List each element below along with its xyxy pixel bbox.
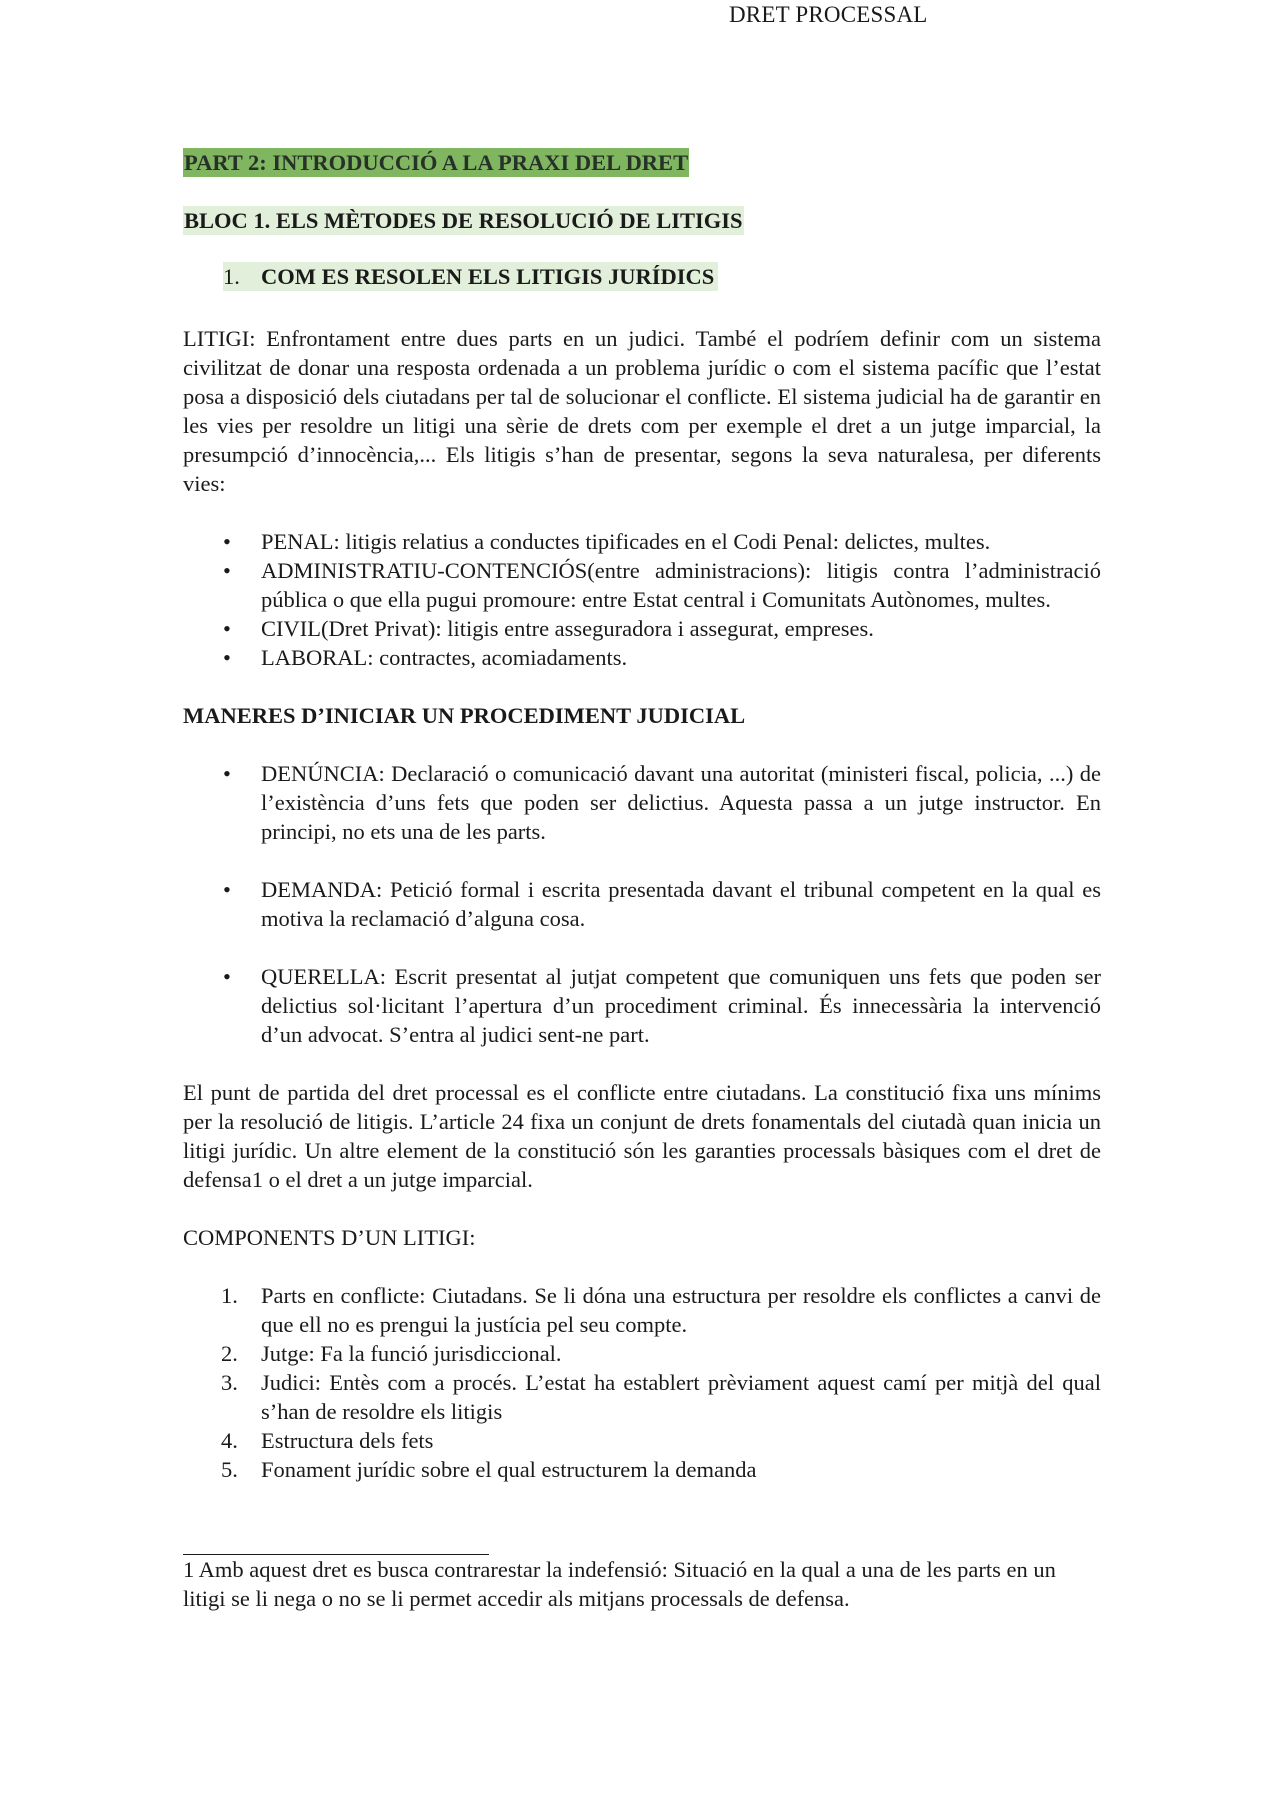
- running-header: DRET PROCESSAL: [729, 2, 928, 27]
- list-item: [183, 643, 1101, 672]
- bloc-heading-row: [183, 206, 1101, 235]
- punt-de-partida-paragraph: El punt de partida del dret processal es el conflicte entre ciutadans. La constitució fixa uns mínims per la resolució de litigis. L’article 24 fixa un conjunt de drets fonamentals del ciutadà quan inicia un litigi jurídic. Un altre element de la constitució són les garanties processals bàsiques com el dret de defensa1 o el dret a un jutge imparcial.: [183, 1080, 1101, 1192]
- bloc-heading: BLOC 1. ELS MÈTODES DE RESOLUCIÓ DE LITIGIS: [184, 208, 743, 233]
- part-heading-row: [183, 148, 1101, 177]
- list-item-text: DEMANDA: Petició formal i escrita presentada davant el tribunal competent en la qual es motiva la reclamació d’alguna cosa.: [261, 877, 1101, 931]
- list-item-text: Judici: Entès com a procés. L’estat ha establert prèviament aquest camí per mitjà del qual s’han de resoldre els litigis: [261, 1370, 1101, 1424]
- list-item-text: QUERELLA: Escrit presentat al jutjat competent que comuniquen uns fets que poden ser delictius sol·licitant l’apertura d’un procediment criminal. És innecessària la intervenció d’un advocat. S’entra al judici sent-ne part.: [261, 964, 1101, 1047]
- list-item-text: ADMINISTRATIU-CONTENCIÓS(entre administracions): litigis contra l’administració pública o que ella pugui promoure: entre Estat central i Comunitats Autònomes, multes.: [261, 558, 1101, 612]
- list-item: [183, 759, 1101, 846]
- list-item-text: DENÚNCIA: Declaració o comunicació davant una autoritat (ministeri fiscal, policia, ...) de l’existència d’uns fets que poden ser delictius. Aquesta passa a un jutge instructor. En principi, no ets una de les parts.: [261, 761, 1101, 844]
- section-heading: [223, 262, 718, 291]
- components-heading: COMPONENTS D’UN LITIGI:: [183, 1225, 476, 1250]
- litigi-definition-paragraph: LITIGI: Enfrontament entre dues parts en un judici. També el podríem definir com un sistema civilitzat de donar una resposta ordenada a un problema jurídic o com el sistema pacífic que l’estat posa a disposició dels ciutadans per tal de solucionar el conflicte. El sistema judicial ha de garantir en les vies per resoldre un litigi una sèrie de drets com per exemple el dret a un jutge imparcial, la presumpció d’innocència,... Els litigis s’han de presentar, segons la seva naturalesa, per diferents vies:: [183, 326, 1101, 496]
- section-title: COM ES RESOLEN ELS LITIGIS JURÍDICS: [261, 264, 715, 289]
- list-item-text: Jutge: Fa la funció jurisdiccional.: [261, 1341, 562, 1366]
- list-item: [183, 614, 1101, 643]
- vies-list: [183, 527, 1101, 672]
- list-number: 1.: [221, 1283, 238, 1308]
- part-heading: PART 2: INTRODUCCIÓ A LA PRAXI DEL DRET: [184, 150, 689, 175]
- list-item-text: Parts en conflicte: Ciutadans. Se li dóna una estructura per resoldre els conflictes a canvi de que ell no es prengui la justícia pel seu compte.: [261, 1283, 1101, 1337]
- list-item: [183, 875, 1101, 933]
- list-number: 4.: [221, 1428, 238, 1453]
- section-heading-row: [223, 262, 1101, 291]
- document-body: [183, 148, 1101, 1613]
- list-item-text: LABORAL: contractes, acomiadaments.: [261, 645, 628, 670]
- bullet-marker: •: [223, 877, 231, 902]
- list-item: [183, 1455, 1101, 1484]
- bullet-marker: •: [223, 645, 231, 670]
- list-item: [183, 1426, 1101, 1455]
- list-item-text: PENAL: litigis relatius a conductes tipificades en el Codi Penal: delictes, multes.: [261, 529, 991, 554]
- list-item: [183, 1339, 1101, 1368]
- bullet-marker: •: [223, 616, 231, 641]
- list-item: [183, 1281, 1101, 1339]
- list-number: 3.: [221, 1370, 238, 1395]
- bullet-marker: •: [223, 964, 231, 989]
- bullet-marker: •: [223, 529, 231, 554]
- list-item-text: CIVIL(Dret Privat): litigis entre asseguradora i assegurat, empreses.: [261, 616, 874, 641]
- list-number: 5.: [221, 1457, 238, 1482]
- list-item: [183, 1368, 1101, 1426]
- bullet-marker: •: [223, 558, 231, 583]
- bullet-marker: •: [223, 761, 231, 786]
- list-item: [183, 527, 1101, 556]
- list-item: [183, 962, 1101, 1049]
- list-number: 2.: [221, 1341, 238, 1366]
- list-item-text: Estructura dels fets: [261, 1428, 434, 1453]
- list-item: [183, 556, 1101, 614]
- maneres-heading: MANERES D’INICIAR UN PROCEDIMENT JUDICIAL: [183, 703, 746, 728]
- footnote: 1 Amb aquest dret es busca contrarestar la indefensió: Situació en la qual a una de les parts en un litigi se li nega o no se li permet accedir als mitjans processals de defensa.: [183, 1557, 1056, 1611]
- list-item-text: Fonament jurídic sobre el qual estructurem la demanda: [261, 1457, 757, 1482]
- section-number: 1.: [223, 264, 240, 289]
- components-list: [183, 1281, 1101, 1484]
- maneres-list: [183, 759, 1101, 1049]
